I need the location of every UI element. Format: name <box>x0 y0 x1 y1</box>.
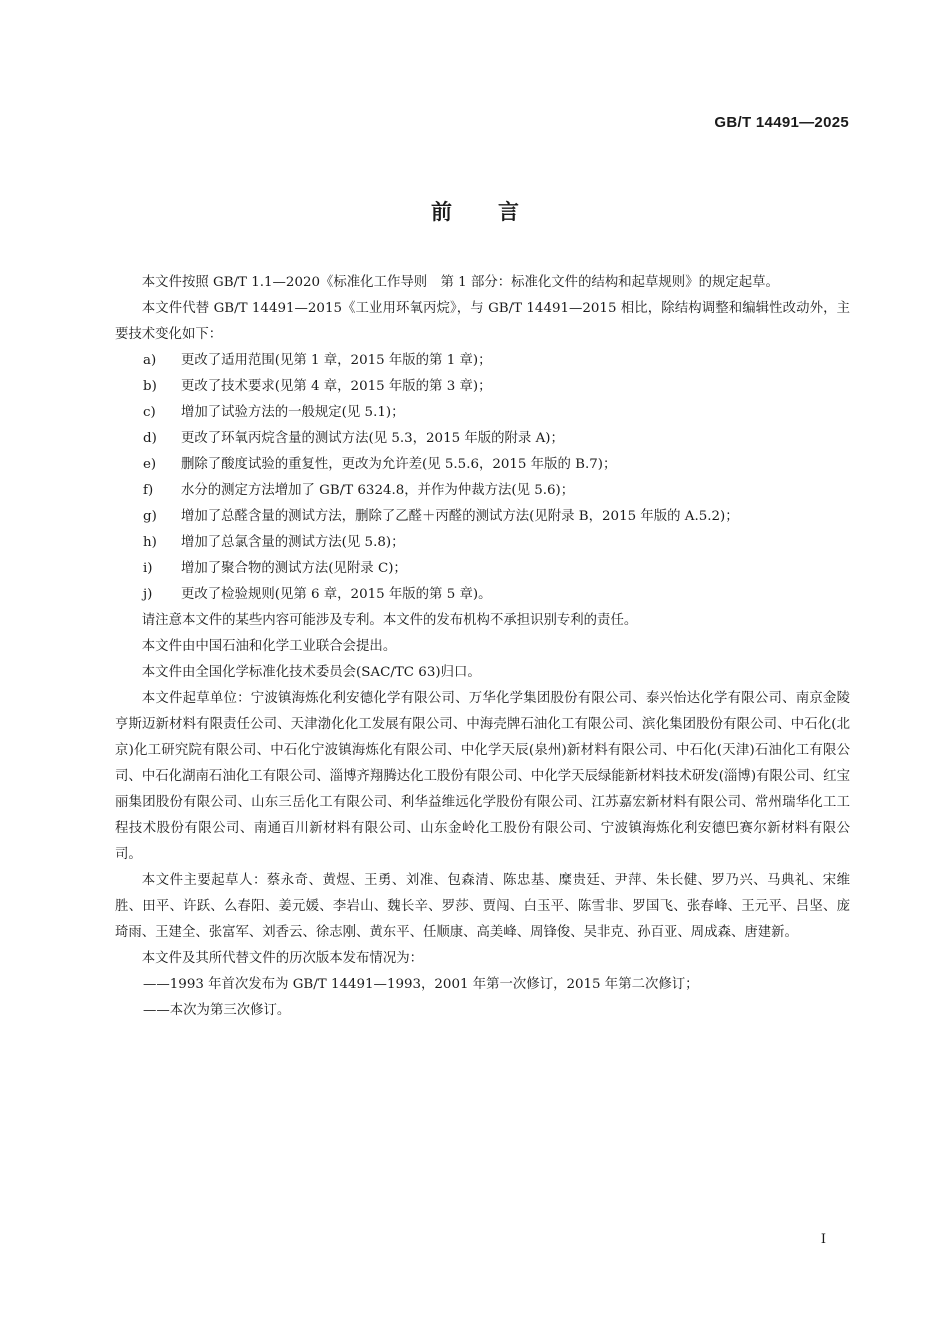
list-item-text: 增加了聚合物的测试方法(见附录 C)； <box>181 561 407 576</box>
list-marker: h) <box>143 535 157 550</box>
list-item <box>115 530 850 556</box>
intro-paragraph-2: 本文件代替 GB/T 14491—2015《工业用环氧丙烷》，与 GB/T 14491—2015 相比，除结构调整和编辑性改动外，主要技术变化如下： <box>115 301 850 342</box>
proposed-by: 本文件由中国石油和化学工业联合会提出。 <box>141 639 397 654</box>
drafting-units: 本文件起草单位：宁波镇海炼化利安德化学有限公司、万华化学集团股份有限公司、泰兴怡达化学有限公司、南京金陵亨斯迈新材料有限责任公司、天津渤化化工发展有限公司、中海壳牌石油化工有限公司、滨化集团股份有限公司、中石化(北京)化工研究院有限公司、中石化宁波镇海炼化有限公司、中化学天辰(泉州)新材料有限公司、中石化(天津)石油化工有限公司、中石化湖南石油化工有限公司、淄博齐翔腾达化工股份有限公司、中化学天辰绿能新材料技术研发(淄博)有限公司、红宝丽集团股份有限公司、山东三岳化工有限公司、利华益维远化学股份有限公司、江苏嘉宏新材料有限公司、常州瑞华化工工程技术股份有限公司、南通百川新材料有限公司、山东金岭化工股份有限公司、宁波镇海炼化利安德巴赛尔新材料有限公司。 <box>115 691 850 862</box>
list-item-text: 水分的测定方法增加了 GB/T 6324.8，并作为仲裁方法(见 5.6)； <box>181 483 575 498</box>
page-number: Ⅰ <box>820 1232 826 1247</box>
list-marker: e) <box>143 457 157 472</box>
list-item-text: 增加了试验方法的一般规定(见 5.1)； <box>181 405 405 420</box>
list-item-text: 更改了适用范围(见第 1 章，2015 年版的第 1 章)； <box>181 353 492 368</box>
intro-paragraph-1: 本文件按照 GB/T 1.1—2020《标准化工作导则 第 1 部分：标准化文件的结构和起草规则》的规定起草。 <box>141 275 779 290</box>
list-item-text: 更改了检验规则(见第 6 章，2015 年版的第 5 章)。 <box>181 587 492 602</box>
list-marker: g) <box>143 509 157 524</box>
list-item-text: 增加了总氯含量的测试方法(见 5.8)； <box>181 535 405 550</box>
list-marker: c) <box>143 405 156 420</box>
history-intro: 本文件及其所代替文件的历次版本发布情况为： <box>141 951 423 966</box>
list-item <box>115 582 850 608</box>
list-item <box>115 556 850 582</box>
technical-changes-list <box>115 348 850 608</box>
list-marker: i) <box>143 561 153 576</box>
managed-by: 本文件由全国化学标准化技术委员会(SAC/TC 63)归口。 <box>141 665 481 680</box>
list-marker: j) <box>143 587 153 602</box>
history-item: ——本次为第三次修订。 <box>143 1003 291 1018</box>
list-item <box>115 374 850 400</box>
list-item-text: 更改了环氧丙烷含量的测试方法(见 5.3，2015 年版的附录 A)； <box>181 431 564 446</box>
list-item <box>115 348 850 374</box>
list-item-text: 增加了总醛含量的测试方法，删除了乙醛＋丙醛的测试方法(见附录 B，2015 年版的 A.5.2)； <box>181 509 739 524</box>
list-item-text: 更改了技术要求(见第 4 章，2015 年版的第 3 章)； <box>181 379 492 394</box>
list-item <box>115 504 850 530</box>
page-title: 前言 <box>431 200 565 224</box>
standard-code: GB/T 14491—2025 <box>714 114 849 131</box>
list-item <box>115 478 850 504</box>
foreword-body <box>115 270 850 1024</box>
list-marker: b) <box>143 379 157 394</box>
list-item <box>115 452 850 478</box>
history-item: ——1993 年首次发布为 GB/T 14491—1993，2001 年第一次修订，2015 年第二次修订； <box>143 977 699 992</box>
list-marker: f) <box>143 483 154 498</box>
patent-notice: 请注意本文件的某些内容可能涉及专利。本文件的发布机构不承担识别专利的责任。 <box>141 613 638 628</box>
list-marker: d) <box>143 431 157 446</box>
list-item-text: 删除了酸度试验的重复性，更改为允许差(见 5.5.6，2015 年版的 B.7)； <box>181 457 617 472</box>
list-marker: a) <box>143 353 157 368</box>
list-item <box>115 426 850 452</box>
main-drafters: 本文件主要起草人：蔡永奇、黄煜、王勇、刘准、包森清、陈忠基、糜贵廷、尹萍、朱长健、罗乃兴、马典礼、宋维胜、田平、许跃、么春阳、姜元媛、李岩山、魏长辛、罗莎、贾闯、白玉平、陈雪非、罗国飞、张春峰、王元平、吕坚、庞琦雨、王建全、张富军、刘香云、徐志刚、黄东平、任顺康、高美峰、周锋俊、吴非克、孙百亚、周成森、唐建新。 <box>115 873 850 940</box>
list-item <box>115 400 850 426</box>
